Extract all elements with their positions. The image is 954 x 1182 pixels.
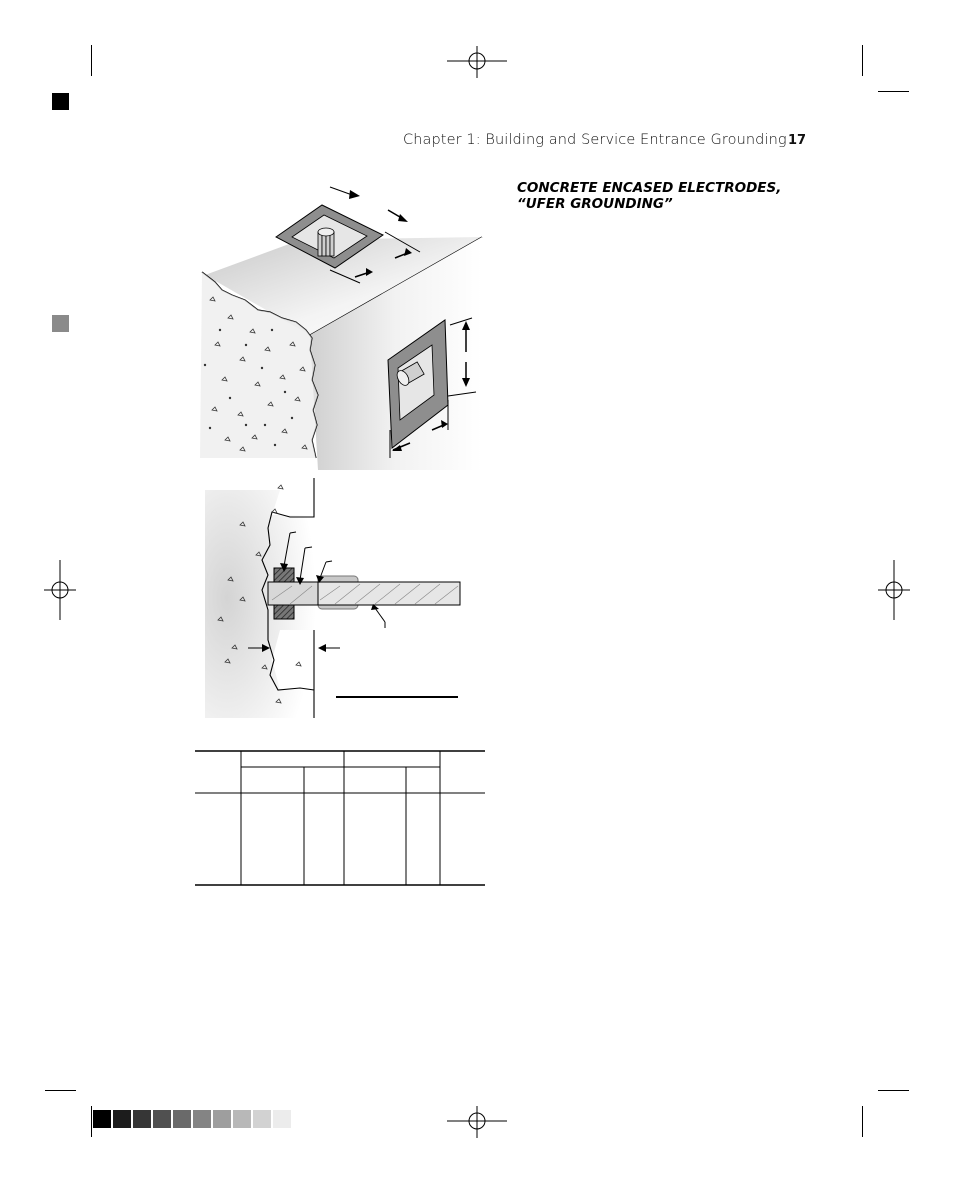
crop-mark-left-lower [45, 1090, 76, 1091]
color-swatch [93, 1110, 111, 1128]
running-header: Chapter 1: Building and Service Entrance Grounding [403, 132, 787, 148]
foundation-illustration [190, 175, 490, 725]
registration-target-icon-top [447, 46, 507, 78]
color-swatch [253, 1110, 271, 1128]
section-title-line-2: “UFER GROUNDING” [517, 196, 673, 212]
color-swatch [133, 1110, 151, 1128]
crop-mark-right-lower [878, 1090, 909, 1091]
conductor-clamp-illustration [205, 478, 460, 718]
crop-mark-top-right [862, 45, 863, 76]
data-table [195, 750, 485, 886]
registration-target-icon-left [44, 560, 76, 620]
registration-target-icon-bottom [447, 1106, 507, 1138]
page-number: 17 [788, 133, 807, 148]
registration-target-icon-right [878, 560, 910, 620]
color-swatch [153, 1110, 171, 1128]
color-swatch [113, 1110, 131, 1128]
color-swatch [213, 1110, 231, 1128]
black-marker-square [52, 93, 69, 110]
color-swatch [273, 1110, 291, 1128]
crop-mark-bottom-left [91, 1106, 92, 1137]
color-swatch [193, 1110, 211, 1128]
gray-marker-square [52, 315, 69, 332]
section-title [517, 180, 817, 212]
crop-mark-right-upper [878, 91, 909, 92]
rebar-cross-section-icon [318, 228, 334, 256]
color-swatch [233, 1110, 251, 1128]
crop-mark-top-left [91, 45, 92, 76]
crop-mark-bottom-right [862, 1106, 863, 1137]
section-title-line-1: CONCRETE ENCASED ELECTRODES, [517, 180, 782, 196]
color-swatch [173, 1110, 191, 1128]
